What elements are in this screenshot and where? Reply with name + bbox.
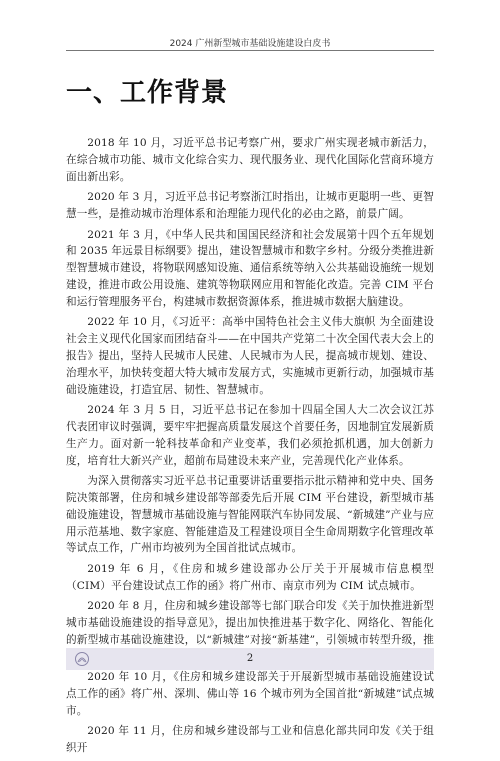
paragraph: 2024 年 3 月 5 日，习近平总书记在参加十四届全国人大二次会议江苏代表团审议时强调，要牢牢把握高质量发展这个首要任务，因地制宜发展新质生产力。面对新一轮科技革命和产业变革，我们必须抢抓机遇，加大创新力度，培育壮大新兴产业，超前布局建设未来产业，完善现代化产业体系。	[66, 404, 434, 467]
page-number: 2	[246, 653, 254, 664]
section-heading: 一、工作背景	[66, 78, 229, 108]
paragraph: 2018 年 10 月，习近平总书记考察广州，要求广州实现老城市新活力，在综合城市功能、城市文化综合实力、现代服务业、现代化国际化营商环境方面出新出彩。	[66, 137, 434, 183]
paragraph: 2021 年 3 月，《中华人民共和国国民经济和社会发展第十四个五年规划和 2035 年远景目标纲要》提出，建设智慧城市和数字乡村。分级分类推进新型智慧城市建设，将物联网感知设施、通信系统等纳入公共基础设施统一规划建设，推进市政公用设施、建筑等物联网应用和智能化改造。完善 CIM 平台和运行管理服务平台，构建城市数据资源体系，推进城市数据大脑建设。	[66, 228, 434, 308]
page-footer	[66, 648, 434, 670]
paragraph: 2022 年 10 月，《习近平：高举中国特色社会主义伟大旗帜 为全面建设社会主义现代化国家而团结奋斗——在中国共产党第二十次全国代表大会上的报告》提出，坚持人民城市人民建、人民城市为人民，提高城市规划、建设、治理水平，加快转变超大特大城市发展方式，实施城市更新行动，加强城市基础设施建设，打造宜居、韧性、智慧城市。	[66, 316, 434, 396]
paragraph: 2020 年 10 月，《住房和城乡建设部关于开展新型城市基础设施建设试点工作的函》将广州、深圳、佛山等 16 个城市列为全国首批“新城建”试点城市。	[66, 671, 434, 717]
paragraph: 2019 年 6 月，《住房和城乡建设部办公厅关于开展城市信息模型（CIM）平台建设试点工作的函》将广州市、南京市列为 CIM 试点城市。	[66, 562, 434, 592]
paragraph: 2020 年 3 月，习近平总书记考察浙江时指出，让城市更聪明一些、更智慧一些，是推动城市治理体系和治理能力现代化的必由之路，前景广阔。	[66, 191, 434, 220]
paragraph: 2020 年 11 月，住房和城乡建设部与工业和信息化部共同印发《关于组织开	[66, 725, 434, 755]
paragraph: 为深入贯彻落实习近平总书记重要讲话重要指示批示精神和党中央、国务院决策部署，住房和城乡建设部等部委先后开展 CIM 平台建设，新型城市基础设施建设，智慧城市基础设施与智能网联汽车协同发展、“新城建”产业与应用示范基地、数字家庭、智能建造及工程建设项目全生命周期数字化管理改革等试点工作，广州市均被列为全国首批试点城市。	[66, 475, 434, 555]
running-header-title: 2024 广州新型城市基础设施建设白皮书	[169, 39, 331, 49]
paragraph: 2020 年 8 月，住房和城乡建设部等七部门联合印发《关于加快推进新型城市基础设施建设的指导意见》，提出加快推进基于数字化、网络化、智能化的新型城市基础设施建设，以“新城建”对接“新基建”，引领城市转型升级，推	[66, 600, 434, 646]
page-header	[0, 0, 500, 60]
header-divider	[66, 50, 434, 51]
